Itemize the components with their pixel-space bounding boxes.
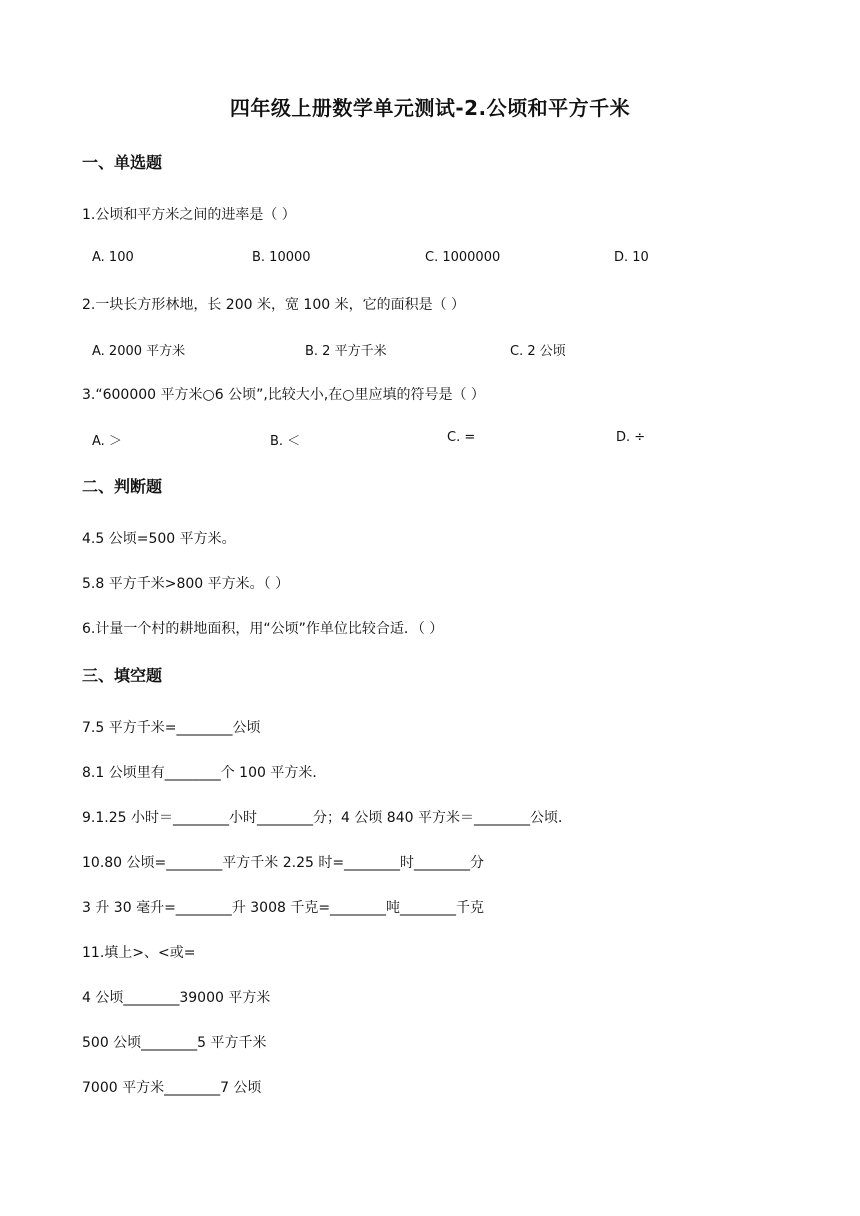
- question-4: 4.5 公顷=500 平方米。: [82, 531, 236, 547]
- q3-option-b: B. ＜: [270, 434, 301, 449]
- document-title: 四年级上册数学单元测试-2.公顷和平方千米: [229, 96, 631, 120]
- q1-option-d: D. 10: [614, 250, 649, 265]
- question-3: 3.“600000 平方米○6 公顷”,比较大小,在○里应填的符号是（ ）: [82, 387, 485, 403]
- q3-option-d: D. ÷: [616, 430, 646, 445]
- question-10-line-1: 10.80 公顷=________平方千米 2.25 时=________时________分: [82, 855, 485, 871]
- question-10-line-2: 3 升 30 毫升=________升 3008 千克=________吨________千克: [82, 900, 485, 916]
- section-heading-true-false: 二、判断题: [82, 477, 163, 496]
- q2-option-c: C. 2 公顷: [510, 344, 566, 359]
- section-heading-single-choice: 一、单选题: [82, 153, 163, 172]
- q1-option-c: C. 1000000: [425, 250, 501, 265]
- question-1: 1.公顷和平方米之间的进率是（ ）: [82, 207, 296, 223]
- q1-option-a: A. 100: [92, 250, 134, 265]
- question-11-item-2: 500 公顷________5 平方千米: [82, 1035, 267, 1051]
- section-heading-fill-in: 三、填空题: [82, 666, 163, 685]
- question-11-item-3: 7000 平方米________7 公顷: [82, 1080, 262, 1096]
- question-7: 7.5 平方千米=________公顷: [82, 720, 261, 736]
- question-8: 8.1 公顷里有________个 100 平方米．: [82, 765, 327, 781]
- question-11: 11.填上>、<或=: [82, 945, 196, 961]
- question-6: 6.计量一个村的耕地面积，用“公顷”作单位比较合适．（ ）: [82, 621, 444, 637]
- q1-option-b: B. 10000: [252, 250, 311, 265]
- q2-option-a: A. 2000 平方米: [92, 344, 186, 359]
- q2-option-b: B. 2 平方千米: [305, 344, 387, 359]
- question-5: 5.8 平方千米>800 平方米。（ ）: [82, 576, 290, 592]
- question-9: 9.1.25 小时＝________小时________分；4 公顷 840 平方米＝________公顷．: [82, 810, 572, 826]
- question-11-item-1: 4 公顷________39000 平方米: [82, 990, 271, 1006]
- q3-option-a: A. ＞: [92, 434, 122, 449]
- q3-option-c: C. =: [447, 430, 476, 445]
- question-2: 2.一块长方形林地，长 200 米，宽 100 米，它的面积是（ ）: [82, 297, 466, 313]
